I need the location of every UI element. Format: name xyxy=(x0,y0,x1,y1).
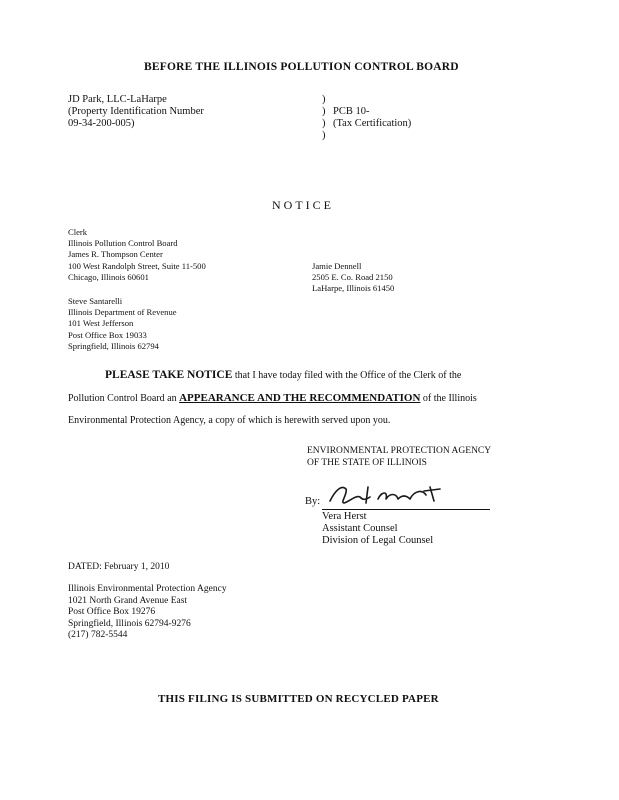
signature-line xyxy=(322,509,490,510)
body-line-2 xyxy=(68,387,558,410)
signer-name: Vera Herst xyxy=(322,511,367,522)
address-line: Illinois Pollution Control Board xyxy=(68,238,178,249)
agency-line: OF THE STATE OF ILLINOIS xyxy=(307,457,427,468)
address-line: 1021 North Grand Avenue East xyxy=(68,595,188,606)
body-line-1 xyxy=(68,364,558,387)
case-type: (Tax Certification) xyxy=(333,118,412,129)
agency-name-block xyxy=(307,446,491,469)
document-filed: APPEARANCE AND THE RECOMMENDATION xyxy=(179,392,421,404)
address-line: 100 West Randolph Street, Suite 11-500 xyxy=(68,260,206,271)
caption-line: (Property Identification Number xyxy=(68,106,204,117)
caption-paren: ) xyxy=(322,118,326,129)
signer-title: Assistant Counsel xyxy=(322,523,398,534)
caption-line: 09-34-200-005) xyxy=(68,118,135,129)
caption-paren: ) xyxy=(322,106,326,117)
address-line: Chicago, Illinois 60601 xyxy=(68,271,149,282)
agency-address xyxy=(68,584,227,642)
handwritten-signature xyxy=(326,481,456,509)
recycled-paper-footer: THIS FILING IS SUBMITTED ON RECYCLED PAPER xyxy=(158,693,439,705)
address-line: 101 West Jefferson xyxy=(68,318,134,329)
body-text: of the Illinois xyxy=(420,393,477,404)
case-number-block xyxy=(333,106,411,130)
notice-body xyxy=(68,364,558,432)
address-line: Jamie Dennell xyxy=(312,261,362,271)
body-text: that I have today filed with the Office of the Clerk of the xyxy=(232,370,462,381)
caption-paren: ) xyxy=(322,94,326,105)
address-line: Post Office Box 19276 xyxy=(68,607,156,617)
notice-heading: NOTICE xyxy=(272,198,334,212)
dennell-address xyxy=(312,261,394,295)
body-line-3: Environmental Protection Agency, a copy of which is herewith served upon you. xyxy=(68,415,391,426)
signer-block xyxy=(322,511,433,547)
clerk-address xyxy=(68,227,206,283)
address-line: Illinois Department of Revenue xyxy=(68,307,177,318)
signer-division: Division of Legal Counsel xyxy=(322,535,434,546)
address-line: Illinois Environmental Protection Agency xyxy=(68,584,227,594)
phone-line: (217) 782-5544 xyxy=(68,630,128,640)
caption-paren: ) xyxy=(322,130,326,141)
please-take-notice: PLEASE TAKE NOTICE xyxy=(105,369,233,381)
address-line: Springfield, Illinois 62794 xyxy=(68,340,159,351)
address-line: Springfield, Illinois 62794-9276 xyxy=(68,618,191,629)
revenue-address xyxy=(68,296,177,352)
caption-parentheses xyxy=(322,94,326,142)
document-title: BEFORE THE ILLINOIS POLLUTION CONTROL BOARD xyxy=(144,61,459,73)
agency-line: ENVIRONMENTAL PROTECTION AGENCY xyxy=(307,446,492,456)
by-label: By: xyxy=(305,496,321,507)
address-line: LaHarpe, Illinois 61450 xyxy=(312,283,395,294)
date-line: DATED: February 1, 2010 xyxy=(68,562,170,572)
address-line: 2505 E. Co. Road 2150 xyxy=(312,272,393,283)
address-line: Steve Santarelli xyxy=(68,296,123,306)
caption-line: JD Park, LLC-LaHarpe xyxy=(68,94,167,105)
case-number: PCB 10- xyxy=(333,106,370,117)
address-line: James R. Thompson Center xyxy=(68,249,163,260)
address-line: Clerk xyxy=(68,227,88,237)
address-line: Post Office Box 19033 xyxy=(68,329,147,340)
case-caption-parties xyxy=(68,94,204,130)
body-text: Pollution Control Board an xyxy=(68,393,180,404)
